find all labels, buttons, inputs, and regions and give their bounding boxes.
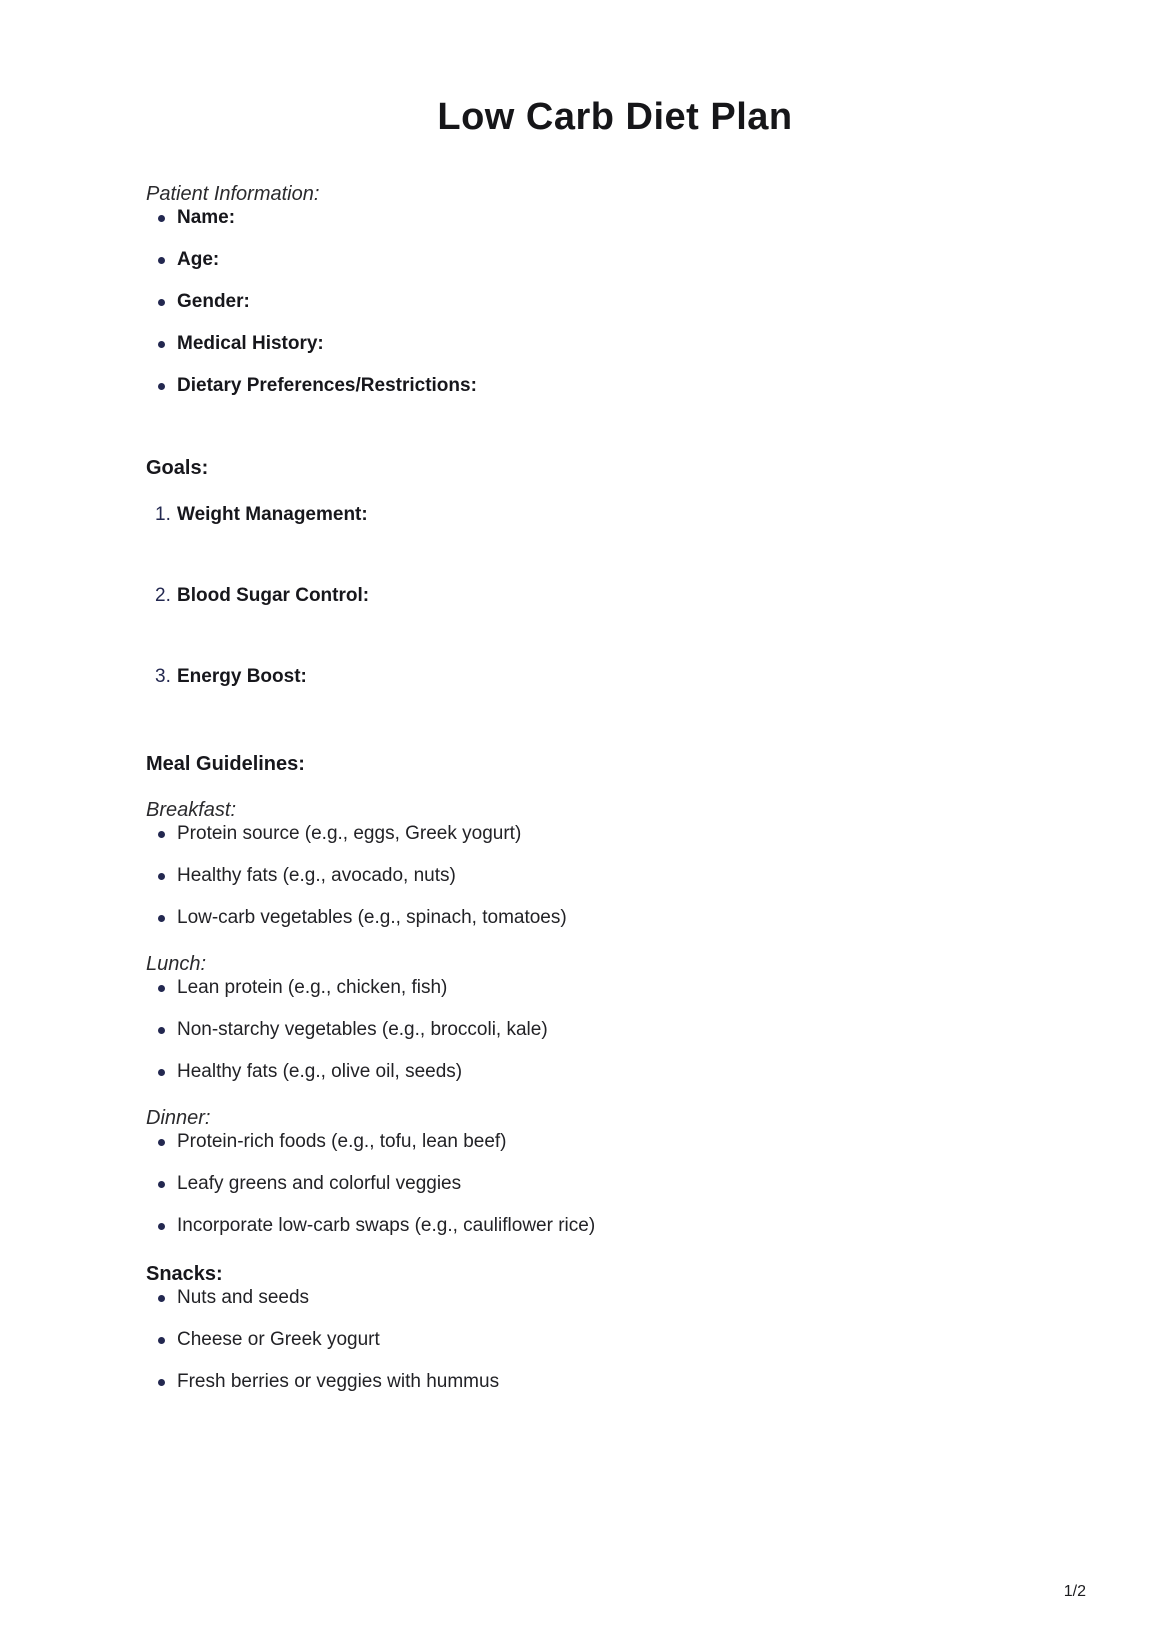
section-goals <box>146 456 1084 690</box>
bullet-icon <box>158 1295 165 1302</box>
list-item <box>146 822 1084 846</box>
page-title: Low Carb Diet Plan <box>437 96 793 138</box>
meal-item-text: Incorporate low-carb swaps (e.g., cauliflower rice) <box>177 1215 596 1236</box>
list-item <box>146 906 1084 930</box>
patient-info-item-label: Dietary Preferences/Restrictions: <box>177 375 477 396</box>
goals-list <box>146 502 1084 690</box>
list-item <box>146 206 1084 230</box>
bullet-icon <box>158 383 165 390</box>
meal-item-text: Healthy fats (e.g., olive oil, seeds) <box>177 1061 463 1082</box>
list-item <box>146 864 1084 888</box>
snack-item-text: Cheese or Greek yogurt <box>177 1329 380 1350</box>
meal-item-text: Low-carb vegetables (e.g., spinach, tomatoes) <box>177 907 567 928</box>
section-meal-guidelines <box>146 752 1084 1238</box>
list-item <box>146 1214 1084 1238</box>
goal-number: 1. <box>155 504 171 525</box>
patient-info-list <box>146 206 1084 398</box>
breakfast-list <box>146 822 1084 930</box>
list-item <box>146 1370 1084 1394</box>
patient-info-item-label: Medical History: <box>177 333 324 354</box>
meal-item-text: Non-starchy vegetables (e.g., broccoli, kale) <box>177 1019 548 1040</box>
lunch-heading: Lunch: <box>146 953 207 975</box>
list-item <box>146 374 1084 398</box>
bullet-icon <box>158 915 165 922</box>
goal-item <box>146 583 1084 609</box>
section-snacks <box>146 1262 1084 1394</box>
snack-item-text: Nuts and seeds <box>177 1287 310 1308</box>
bullet-icon <box>158 1379 165 1386</box>
bullet-icon <box>158 1337 165 1344</box>
bullet-icon <box>158 1139 165 1146</box>
bullet-icon <box>158 831 165 838</box>
list-item <box>146 976 1084 1000</box>
patient-info-item-label: Age: <box>177 249 220 270</box>
goal-number: 3. <box>155 666 171 687</box>
bullet-icon <box>158 299 165 306</box>
meal-item-text: Healthy fats (e.g., avocado, nuts) <box>177 865 456 886</box>
list-item <box>146 1172 1084 1196</box>
dinner-list <box>146 1130 1084 1238</box>
list-item <box>146 1018 1084 1042</box>
patient-info-item-label: Gender: <box>177 291 250 312</box>
goal-item <box>146 664 1084 690</box>
snack-item-text: Fresh berries or veggies with hummus <box>177 1371 500 1392</box>
breakfast-heading: Breakfast: <box>146 799 237 821</box>
bullet-icon <box>158 1223 165 1230</box>
bullet-icon <box>158 257 165 264</box>
list-item <box>146 1130 1084 1154</box>
list-item <box>146 1060 1084 1084</box>
snacks-list <box>146 1286 1084 1394</box>
section-patient-info <box>146 182 1084 398</box>
goal-label: Weight Management: <box>177 504 368 525</box>
dinner-heading: Dinner: <box>146 1107 211 1129</box>
list-item <box>146 332 1084 356</box>
meal-item-text: Protein-rich foods (e.g., tofu, lean beef) <box>177 1131 507 1152</box>
list-item <box>146 248 1084 272</box>
list-item <box>146 1286 1084 1310</box>
bullet-icon <box>158 1181 165 1188</box>
bullet-icon <box>158 1027 165 1034</box>
meal-guidelines-heading: Meal Guidelines: <box>146 753 305 775</box>
goal-label: Blood Sugar Control: <box>177 585 370 606</box>
lunch-list <box>146 976 1084 1084</box>
snacks-heading: Snacks: <box>146 1263 223 1285</box>
patient-info-heading: Patient Information: <box>146 183 320 205</box>
goals-heading: Goals: <box>146 457 209 479</box>
patient-info-item-label: Name: <box>177 207 236 228</box>
bullet-icon <box>158 1069 165 1076</box>
bullet-icon <box>158 985 165 992</box>
goal-item <box>146 502 1084 528</box>
bullet-icon <box>158 341 165 348</box>
list-item <box>146 1328 1084 1352</box>
page-number-indicator: 1/2 <box>1063 1583 1086 1600</box>
meal-item-text: Leafy greens and colorful veggies <box>177 1173 462 1194</box>
goal-label: Energy Boost: <box>177 666 307 687</box>
meal-item-text: Lean protein (e.g., chicken, fish) <box>177 977 448 998</box>
bullet-icon <box>158 873 165 880</box>
meal-item-text: Protein source (e.g., eggs, Greek yogurt) <box>177 823 522 844</box>
bullet-icon <box>158 215 165 222</box>
list-item <box>146 290 1084 314</box>
goal-number: 2. <box>155 585 171 606</box>
